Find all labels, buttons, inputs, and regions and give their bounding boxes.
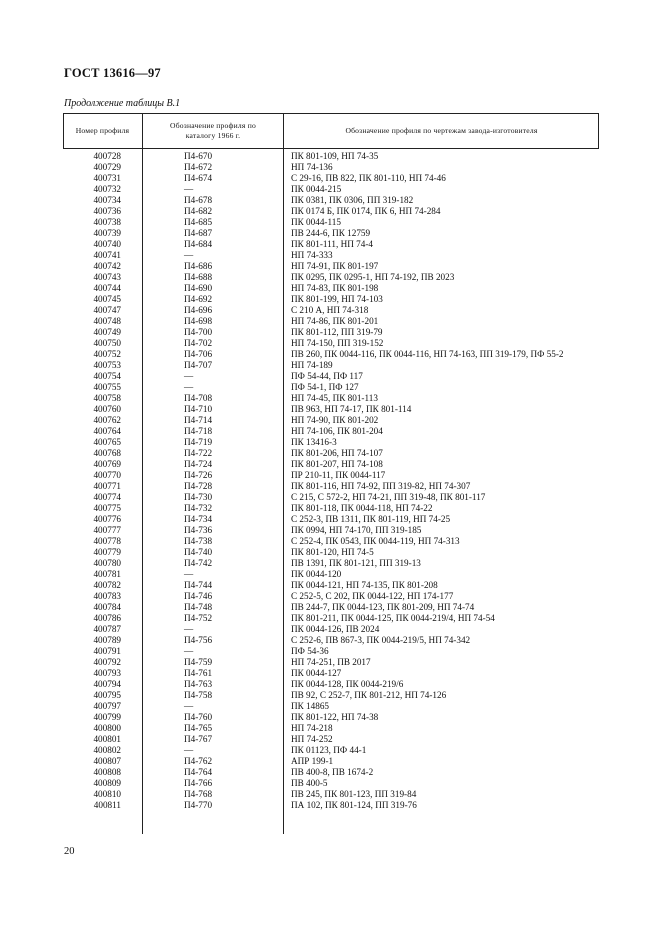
table-row — [63, 558, 599, 569]
table-row — [63, 481, 599, 492]
table-row — [63, 470, 599, 481]
profile-number-cell: 400748 — [93, 316, 121, 326]
profile-number-cell: 400787 — [93, 624, 121, 634]
profile-number-cell: 400781 — [93, 569, 121, 579]
catalog-designation-cell: П4-742 — [184, 558, 213, 568]
factory-designation-cell: ПК 0044-121, НП 74-135, ПК 801-208 — [291, 580, 438, 590]
factory-designation-cell: НП 74-106, ПК 801-204 — [291, 426, 383, 436]
catalog-designation-cell: П4-690 — [184, 283, 213, 293]
catalog-designation-cell: П4-707 — [184, 360, 213, 370]
factory-designation-cell: С 215, С 572-2, НП 74-21, ПП 319-48, ПК 801-117 — [291, 492, 486, 502]
catalog-designation-cell: П4-730 — [184, 492, 213, 502]
catalog-designation-cell: П4-770 — [184, 800, 213, 810]
table-row — [63, 712, 599, 723]
profile-number-cell: 400749 — [93, 327, 121, 337]
catalog-designation-cell: П4-761 — [184, 668, 213, 678]
table-row — [63, 294, 599, 305]
catalog-designation-cell: П4-746 — [184, 591, 213, 601]
factory-designation-cell: С 29-16, ПВ 822, ПК 801-110, НП 74-46 — [291, 173, 446, 183]
column-header-catalog: Обозначение профиля по каталогу 1966 г. — [170, 120, 256, 140]
factory-designation-cell: НП 74-86, ПК 801-201 — [291, 316, 379, 326]
factory-designation-cell: НП 74-90, ПК 801-202 — [291, 415, 379, 425]
factory-designation-cell: ПК 801-120, НП 74-5 — [291, 547, 374, 557]
profile-number-cell: 400731 — [93, 173, 121, 183]
table-caption: Продолжение таблицы В.1 — [64, 98, 181, 109]
catalog-designation-cell: П4-700 — [184, 327, 213, 337]
factory-designation-cell: ПК 801-116, НП 74-92, ПП 319-82, НП 74-307 — [291, 481, 471, 491]
profile-number-cell: 400764 — [93, 426, 121, 436]
document-code: ГОСТ 13616—97 — [64, 66, 161, 80]
factory-designation-cell: ПК 801-206, НП 74-107 — [291, 448, 383, 458]
profile-number-cell: 400729 — [93, 162, 121, 172]
factory-designation-cell: ПВ 1391, ПК 801-121, ПП 319-13 — [291, 558, 421, 568]
table-row — [63, 778, 599, 789]
page-number: 20 — [64, 846, 75, 857]
factory-designation-cell: ПФ 54-36 — [291, 646, 329, 656]
table-row — [63, 206, 599, 217]
profile-number-cell: 400800 — [93, 723, 121, 733]
column-header-number: Номер профиля — [75, 125, 130, 135]
table-row — [63, 701, 599, 712]
table-row — [63, 580, 599, 591]
table-row — [63, 602, 599, 613]
factory-designation-cell: НП 74-252 — [291, 734, 333, 744]
factory-designation-cell: ПК 14865 — [291, 701, 330, 711]
catalog-designation-cell: П4-734 — [184, 514, 213, 524]
table-row — [63, 756, 599, 767]
profile-number-cell: 400794 — [93, 679, 121, 689]
profile-number-cell: 400777 — [93, 525, 121, 535]
factory-designation-cell: ПК 0044-120 — [291, 569, 342, 579]
factory-designation-cell: ПК 0044-215 — [291, 184, 342, 194]
table-row — [63, 217, 599, 228]
table-row — [63, 492, 599, 503]
table-row — [63, 646, 599, 657]
profile-number-cell: 400762 — [93, 415, 121, 425]
factory-designation-cell: ПВ 244-6, ПК 12759 — [291, 228, 371, 238]
catalog-designation-cell: — — [184, 382, 194, 392]
profile-number-cell: 400740 — [93, 239, 121, 249]
factory-designation-cell: С 252-3, ПВ 1311, ПК 801-119, НП 74-25 — [291, 514, 451, 524]
table-row — [63, 734, 599, 745]
catalog-designation-cell: П4-678 — [184, 195, 213, 205]
catalog-designation-cell: П4-687 — [184, 228, 213, 238]
factory-designation-cell: ПФ 54-44, ПФ 117 — [291, 371, 363, 381]
catalog-designation-cell: П4-764 — [184, 767, 213, 777]
catalog-designation-cell: П4-738 — [184, 536, 213, 546]
profile-number-cell: 400750 — [93, 338, 121, 348]
catalog-designation-cell: П4-736 — [184, 525, 213, 535]
profile-number-cell: 400771 — [93, 481, 121, 491]
profile-number-cell: 400744 — [93, 283, 121, 293]
factory-designation-cell: ПК 801-199, НП 74-103 — [291, 294, 383, 304]
profile-number-cell: 400752 — [93, 349, 121, 359]
factory-designation-cell: ПФ 54-1, ПФ 127 — [291, 382, 359, 392]
factory-designation-cell: С 252-6, ПВ 867-3, ПК 0044-219/5, НП 74-342 — [291, 635, 471, 645]
table-row — [63, 382, 599, 393]
catalog-designation-cell: П4-759 — [184, 657, 213, 667]
profile-number-cell: 400789 — [93, 635, 121, 645]
factory-designation-cell: ПК 801-112, ПП 319-79 — [291, 327, 383, 337]
catalog-designation-cell: П4-706 — [184, 349, 213, 359]
catalog-designation-cell: П4-722 — [184, 448, 213, 458]
table-row — [63, 349, 599, 360]
table-row — [63, 437, 599, 448]
factory-designation-cell: ПР 210-11, ПК 0044-117 — [291, 470, 386, 480]
catalog-designation-cell: П4-756 — [184, 635, 213, 645]
catalog-designation-cell: П4-740 — [184, 547, 213, 557]
catalog-designation-cell: П4-724 — [184, 459, 213, 469]
profile-number-cell: 400784 — [93, 602, 121, 612]
catalog-designation-cell: П4-696 — [184, 305, 213, 315]
table-row — [63, 690, 599, 701]
table-row — [63, 239, 599, 250]
profile-number-cell: 400778 — [93, 536, 121, 546]
table-row — [63, 404, 599, 415]
profile-number-cell: 400792 — [93, 657, 121, 667]
catalog-designation-cell: П4-768 — [184, 789, 213, 799]
catalog-designation-cell: П4-766 — [184, 778, 213, 788]
table-row — [63, 767, 599, 778]
catalog-designation-cell: П4-752 — [184, 613, 213, 623]
catalog-designation-cell: П4-728 — [184, 481, 213, 491]
factory-designation-cell: ПК 0044-128, ПК 0044-219/6 — [291, 679, 404, 689]
catalog-designation-cell: П4-718 — [184, 426, 213, 436]
catalog-designation-cell: П4-767 — [184, 734, 213, 744]
table-row — [63, 327, 599, 338]
factory-designation-cell: НП 74-83, ПК 801-198 — [291, 283, 379, 293]
profile-number-cell: 400786 — [93, 613, 121, 623]
factory-designation-cell: ПК 0044-127 — [291, 668, 342, 678]
table-row — [63, 514, 599, 525]
profile-number-cell: 400728 — [93, 151, 121, 161]
table-header-border — [63, 148, 599, 149]
table-row — [63, 789, 599, 800]
table-row — [63, 459, 599, 470]
profile-number-cell: 400741 — [93, 250, 121, 260]
catalog-designation-cell: П4-762 — [184, 756, 213, 766]
profile-number-cell: 400774 — [93, 492, 121, 502]
factory-designation-cell: ПК 13416-3 — [291, 437, 337, 447]
catalog-designation-cell: П4-708 — [184, 393, 213, 403]
factory-designation-cell: НП 74-136 — [291, 162, 333, 172]
factory-designation-cell: АПР 199-1 — [291, 756, 334, 766]
table-row — [63, 360, 599, 371]
factory-designation-cell: ПВ 400-8, ПВ 1674-2 — [291, 767, 374, 777]
factory-designation-cell: ПК 0174 Б, ПК 0174, ПК 6, НП 74-284 — [291, 206, 441, 216]
table-row — [63, 261, 599, 272]
factory-designation-cell: ПК 801-122, НП 74-38 — [291, 712, 379, 722]
profile-number-cell: 400776 — [93, 514, 121, 524]
catalog-designation-cell: — — [184, 184, 194, 194]
profile-number-cell: 400745 — [93, 294, 121, 304]
catalog-designation-cell: П4-684 — [184, 239, 213, 249]
table-row — [63, 426, 599, 437]
table-row — [63, 536, 599, 547]
profile-number-cell: 400811 — [93, 800, 121, 810]
table-row — [63, 272, 599, 283]
factory-designation-cell: ПК 801-207, НП 74-108 — [291, 459, 383, 469]
catalog-designation-cell: П4-726 — [184, 470, 213, 480]
column-header-factory: Обозначение профиля по чертежам завода-изготовителя — [345, 125, 538, 135]
table-row — [63, 250, 599, 261]
factory-designation-cell: ПВ 963, НП 74-17, ПК 801-114 — [291, 404, 412, 414]
catalog-designation-cell: — — [184, 569, 194, 579]
catalog-designation-cell: П4-685 — [184, 217, 213, 227]
profile-number-cell: 400780 — [93, 558, 121, 568]
factory-designation-cell: ПК 801-118, ПК 0044-118, НП 74-22 — [291, 503, 433, 513]
table-row — [63, 800, 599, 811]
table-body — [63, 151, 599, 811]
factory-designation-cell: НП 74-150, ПП 319-152 — [291, 338, 384, 348]
table-row — [63, 184, 599, 195]
profile-number-cell: 400734 — [93, 195, 121, 205]
factory-designation-cell: ПВ 260, ПК 0044-116, ПК 0044-116, НП 74-163, ПП 319-179, ПФ 55-2 — [291, 349, 564, 359]
factory-designation-cell: ПВ 92, С 252-7, ПК 801-212, НП 74-126 — [291, 690, 447, 700]
catalog-designation-cell: — — [184, 745, 194, 755]
catalog-designation-cell: П4-674 — [184, 173, 213, 183]
catalog-designation-cell: П4-702 — [184, 338, 213, 348]
factory-designation-cell: НП 74-218 — [291, 723, 333, 733]
factory-designation-cell: ПК 801-111, НП 74-4 — [291, 239, 374, 249]
profile-number-cell: 400791 — [93, 646, 121, 656]
profile-number-cell: 400755 — [93, 382, 121, 392]
table-row — [63, 393, 599, 404]
profile-number-cell: 400807 — [93, 756, 121, 766]
catalog-designation-cell: П4-670 — [184, 151, 213, 161]
catalog-designation-cell: — — [184, 646, 194, 656]
catalog-designation-cell: П4-698 — [184, 316, 213, 326]
catalog-designation-cell: — — [184, 250, 194, 260]
table-row — [63, 195, 599, 206]
factory-designation-cell: НП 74-333 — [291, 250, 333, 260]
profile-number-cell: 400765 — [93, 437, 121, 447]
catalog-designation-cell: П4-688 — [184, 272, 213, 282]
catalog-designation-cell: П4-672 — [184, 162, 213, 172]
factory-designation-cell: ПВ 400-5 — [291, 778, 328, 788]
profile-number-cell: 400809 — [93, 778, 121, 788]
factory-designation-cell: ПК 0994, НП 74-170, ПП 319-185 — [291, 525, 422, 535]
catalog-designation-cell: П4-714 — [184, 415, 213, 425]
factory-designation-cell: НП 74-91, ПК 801-197 — [291, 261, 379, 271]
factory-designation-cell: С 252-5, С 202, ПК 0044-122, НП 174-177 — [291, 591, 454, 601]
table-row — [63, 635, 599, 646]
table-row — [63, 448, 599, 459]
table-row — [63, 151, 599, 162]
profile-number-cell: 400782 — [93, 580, 121, 590]
profile-number-cell: 400770 — [93, 470, 121, 480]
profile-number-cell: 400754 — [93, 371, 121, 381]
catalog-designation-cell: — — [184, 701, 194, 711]
table-row — [63, 547, 599, 558]
profiles-table — [63, 113, 599, 834]
profile-number-cell: 400779 — [93, 547, 121, 557]
table-row — [63, 228, 599, 239]
table-row — [63, 745, 599, 756]
factory-designation-cell: ПВ 244-7, ПК 0044-123, ПК 801-209, НП 74-74 — [291, 602, 475, 612]
catalog-designation-cell: — — [184, 371, 194, 381]
catalog-designation-cell: П4-710 — [184, 404, 213, 414]
catalog-designation-cell: П4-763 — [184, 679, 213, 689]
table-row — [63, 657, 599, 668]
table-row — [63, 624, 599, 635]
profile-number-cell: 400743 — [93, 272, 121, 282]
table-row — [63, 338, 599, 349]
factory-designation-cell: НП 74-189 — [291, 360, 333, 370]
table-row — [63, 316, 599, 327]
table-row — [63, 613, 599, 624]
factory-designation-cell: ПК 01123, ПФ 44-1 — [291, 745, 367, 755]
table-row — [63, 679, 599, 690]
catalog-designation-cell: П4-682 — [184, 206, 213, 216]
factory-designation-cell: ПК 0295, ПК 0295-1, НП 74-192, ПВ 2023 — [291, 272, 455, 282]
profile-number-cell: 400769 — [93, 459, 121, 469]
catalog-designation-cell: П4-748 — [184, 602, 213, 612]
catalog-designation-cell: П4-744 — [184, 580, 213, 590]
profile-number-cell: 400736 — [93, 206, 121, 216]
table-row — [63, 569, 599, 580]
profile-number-cell: 400742 — [93, 261, 121, 271]
factory-designation-cell: ПК 801-109, НП 74-35 — [291, 151, 379, 161]
table-row — [63, 503, 599, 514]
table-row — [63, 162, 599, 173]
profile-number-cell: 400799 — [93, 712, 121, 722]
table-row — [63, 723, 599, 734]
catalog-designation-cell: — — [184, 624, 194, 634]
profile-number-cell: 400783 — [93, 591, 121, 601]
profile-number-cell: 400793 — [93, 668, 121, 678]
table-row — [63, 371, 599, 382]
catalog-designation-cell: П4-719 — [184, 437, 213, 447]
catalog-designation-cell: П4-758 — [184, 690, 213, 700]
catalog-designation-cell: П4-760 — [184, 712, 213, 722]
profile-number-cell: 400802 — [93, 745, 121, 755]
profile-number-cell: 400738 — [93, 217, 121, 227]
profile-number-cell: 400768 — [93, 448, 121, 458]
profile-number-cell: 400739 — [93, 228, 121, 238]
table-row — [63, 173, 599, 184]
profile-number-cell: 400758 — [93, 393, 121, 403]
table-row — [63, 305, 599, 316]
table-row — [63, 591, 599, 602]
profile-number-cell: 400775 — [93, 503, 121, 513]
catalog-designation-cell: П4-686 — [184, 261, 213, 271]
table-row — [63, 525, 599, 536]
profile-number-cell: 400797 — [93, 701, 121, 711]
catalog-designation-cell: П4-732 — [184, 503, 213, 513]
table-row — [63, 283, 599, 294]
profile-number-cell: 400801 — [93, 734, 121, 744]
profile-number-cell: 400795 — [93, 690, 121, 700]
catalog-designation-cell: П4-765 — [184, 723, 213, 733]
factory-designation-cell: ПК 801-211, ПК 0044-125, ПК 0044-219/4, НП 74-54 — [291, 613, 495, 623]
profile-number-cell: 400760 — [93, 404, 121, 414]
table-row — [63, 415, 599, 426]
factory-designation-cell: ПК 0044-115 — [291, 217, 341, 227]
factory-designation-cell: ПВ 245, ПК 801-123, ПП 319-84 — [291, 789, 417, 799]
factory-designation-cell: С 210 А, НП 74-318 — [291, 305, 369, 315]
factory-designation-cell: С 252-4, ПК 0543, ПК 0044-119, НП 74-313 — [291, 536, 460, 546]
factory-designation-cell: ПК 0044-126, ПВ 2024 — [291, 624, 380, 634]
factory-designation-cell: ПК 0381, ПК 0306, ПП 319-182 — [291, 195, 414, 205]
factory-designation-cell: НП 74-251, ПВ 2017 — [291, 657, 371, 667]
profile-number-cell: 400732 — [93, 184, 121, 194]
factory-designation-cell: НП 74-45, ПК 801-113 — [291, 393, 378, 403]
profile-number-cell: 400753 — [93, 360, 121, 370]
factory-designation-cell: ПА 102, ПК 801-124, ПП 319-76 — [291, 800, 417, 810]
profile-number-cell: 400747 — [93, 305, 121, 315]
profile-number-cell: 400810 — [93, 789, 121, 799]
table-row — [63, 668, 599, 679]
catalog-designation-cell: П4-692 — [184, 294, 213, 304]
profile-number-cell: 400808 — [93, 767, 121, 777]
